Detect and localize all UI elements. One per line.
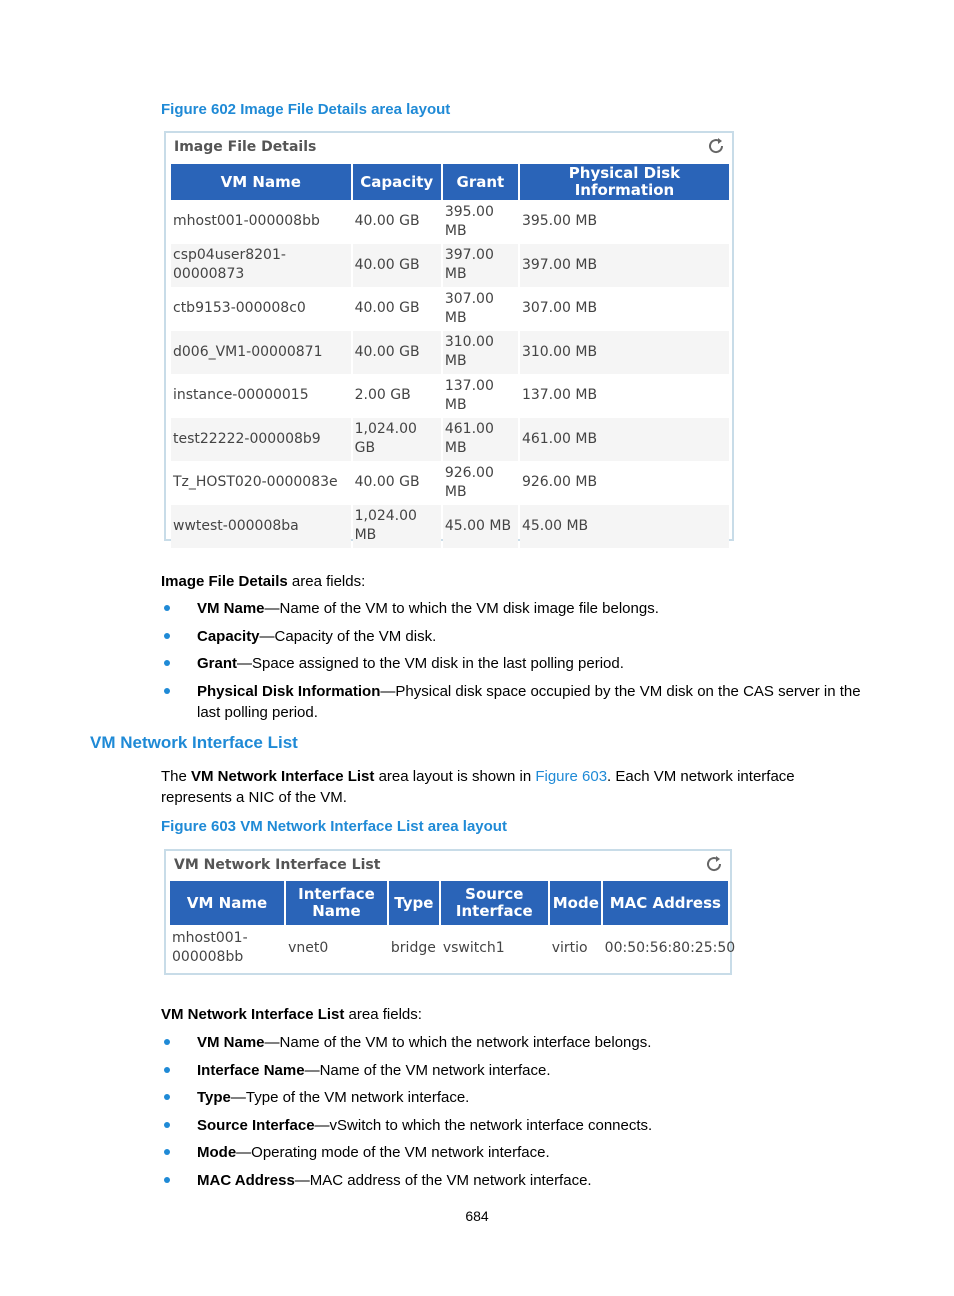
- field-term: Source Interface: [197, 1116, 315, 1134]
- list-item: [161, 626, 866, 647]
- table-cell: d006_VM1-00000871: [171, 331, 351, 375]
- field-description: —Space assigned to the VM disk in the last polling period.: [237, 655, 624, 672]
- list-item: [161, 653, 866, 674]
- table-row[interactable]: [171, 200, 729, 244]
- column-header[interactable]: Capacity: [353, 164, 441, 200]
- table-cell: 137.00 MB: [520, 374, 729, 418]
- bullet-icon: [164, 660, 170, 666]
- bullet-icon: [164, 1122, 170, 1128]
- table-cell: csp04user8201-00000873: [171, 244, 351, 288]
- table-cell: 40.00 GB: [353, 331, 441, 375]
- table-cell: 397.00 MB: [520, 244, 729, 288]
- table-cell: vswitch1: [441, 925, 548, 971]
- column-header[interactable]: Type: [389, 881, 439, 925]
- bullet-icon: [164, 633, 170, 639]
- list-item: [161, 1087, 866, 1108]
- table-cell: 461.00 MB: [443, 418, 518, 462]
- field-term: Type: [197, 1089, 231, 1106]
- table-cell: 310.00 MB: [520, 331, 729, 375]
- table-row[interactable]: [171, 374, 729, 418]
- bullet-icon: [164, 688, 170, 694]
- column-header[interactable]: MAC Address: [603, 881, 728, 925]
- table-cell: 395.00 MB: [520, 200, 729, 244]
- table-row[interactable]: [170, 925, 728, 971]
- table-row[interactable]: [171, 418, 729, 462]
- table-cell: mhost001-000008bb: [170, 925, 284, 971]
- bullet-icon: [164, 605, 170, 611]
- figure-602-caption: Figure 602 Image File Details area layout: [161, 101, 451, 118]
- table-row[interactable]: [171, 461, 729, 505]
- section-heading: VM Network Interface List: [90, 733, 298, 752]
- bullet-icon: [164, 1094, 170, 1100]
- column-header[interactable]: Interface Name: [286, 881, 387, 925]
- table-cell: 45.00 MB: [520, 505, 729, 549]
- field-term: VM Name: [197, 1034, 265, 1051]
- column-header[interactable]: Source Interface: [441, 881, 548, 925]
- table-cell: 1,024.00 GB: [353, 418, 441, 462]
- table-row[interactable]: [171, 331, 729, 375]
- image-file-details-table: [169, 164, 731, 548]
- page-number: 684: [465, 1208, 489, 1224]
- column-header[interactable]: Physical Disk Information: [520, 164, 729, 200]
- bullet-icon: [164, 1149, 170, 1155]
- field-description: —Name of the VM network interface.: [304, 1061, 551, 1079]
- table-cell: 2.00 GB: [353, 374, 441, 418]
- field-term: VM Name: [197, 600, 265, 617]
- table-cell: mhost001-000008bb: [171, 200, 351, 244]
- list-item: [161, 1032, 866, 1053]
- panel-title: Image File Details: [174, 139, 317, 155]
- list-item: [161, 598, 866, 619]
- table-cell: 137.00 MB: [443, 374, 518, 418]
- field-description: —MAC address of the VM network interface.: [294, 1171, 592, 1189]
- table-cell: 40.00 GB: [353, 461, 441, 505]
- bullet-icon: [164, 1177, 170, 1183]
- table-cell: ctb9153-000008c0: [171, 287, 351, 331]
- column-header[interactable]: Mode: [550, 881, 601, 925]
- field-term: Physical Disk Information: [197, 682, 381, 700]
- field-description: —Name of the VM to which the network interface belongs.: [264, 1034, 652, 1051]
- list-item: [161, 1170, 866, 1191]
- table-cell: 307.00 MB: [443, 287, 518, 331]
- section-paragraph: The VM Network Interface List area layout is shown in Figure 603. Each VM network interface represents a NIC of the VM.: [161, 768, 795, 806]
- image-fields-intro: Image File Details area fields:: [161, 573, 366, 590]
- figure-603-link[interactable]: Figure 603: [535, 768, 608, 785]
- table-row[interactable]: [171, 505, 729, 549]
- table-cell: bridge: [389, 925, 439, 971]
- net-fields-list: [161, 1032, 866, 1197]
- table-cell: 45.00 MB: [443, 505, 518, 549]
- table-row[interactable]: [171, 287, 729, 331]
- bullet-icon: [164, 1039, 170, 1045]
- image-file-details-panel: [164, 131, 734, 544]
- list-item: [161, 1060, 866, 1081]
- table-cell: 40.00 GB: [353, 244, 441, 288]
- table-cell: 461.00 MB: [520, 418, 729, 462]
- table-cell: vnet0: [286, 925, 387, 971]
- bullet-icon: [164, 1067, 170, 1073]
- table-cell: 40.00 GB: [353, 200, 441, 244]
- field-term: Grant: [197, 655, 238, 672]
- table-cell: 00:50:56:80:25:50: [603, 925, 728, 971]
- list-item: [161, 1115, 866, 1136]
- net-fields-intro: VM Network Interface List area fields:: [161, 1006, 422, 1023]
- refresh-icon[interactable]: [706, 136, 726, 156]
- column-header[interactable]: VM Name: [171, 164, 351, 200]
- table-cell: 307.00 MB: [520, 287, 729, 331]
- table-cell: 395.00 MB: [443, 200, 518, 244]
- table-cell: test22222-000008b9: [171, 418, 351, 462]
- column-header[interactable]: Grant: [443, 164, 518, 200]
- field-description: —vSwitch to which the network interface connects.: [314, 1116, 653, 1134]
- field-description: —Operating mode of the VM network interface.: [236, 1144, 550, 1161]
- table-cell: 1,024.00 MB: [353, 505, 441, 549]
- table-cell: 926.00 MB: [520, 461, 729, 505]
- vm-network-interface-table: [168, 881, 736, 971]
- field-description: —Physical disk space occupied by the VM disk on the CAS server in the last polling period.: [197, 682, 861, 721]
- field-term: Interface Name: [197, 1061, 305, 1079]
- field-description: —Capacity of the VM disk.: [259, 627, 437, 645]
- table-cell: Tz_HOST020-0000083e: [171, 461, 351, 505]
- table-cell: virtio: [550, 925, 601, 971]
- panel-title: VM Network Interface List: [174, 857, 381, 873]
- column-header[interactable]: VM Name: [170, 881, 284, 925]
- table-cell: instance-00000015: [171, 374, 351, 418]
- table-row[interactable]: [171, 244, 729, 288]
- figure-603-caption: Figure 603 VM Network Interface List area layout: [161, 818, 507, 835]
- image-fields-list: [161, 598, 866, 729]
- table-cell: 926.00 MB: [443, 461, 518, 505]
- table-cell: 40.00 GB: [353, 287, 441, 331]
- field-term: Mode: [197, 1144, 237, 1161]
- field-term: MAC Address: [197, 1171, 295, 1189]
- field-description: —Name of the VM to which the VM disk image file belongs.: [264, 600, 659, 617]
- field-description: —Type of the VM network interface.: [230, 1089, 470, 1106]
- vm-network-interface-panel: [164, 849, 736, 975]
- table-cell: 397.00 MB: [443, 244, 518, 288]
- list-item: [161, 681, 866, 723]
- field-term: Capacity: [197, 627, 260, 645]
- list-item: [161, 1142, 866, 1163]
- refresh-icon[interactable]: [704, 854, 724, 874]
- table-cell: wwtest-000008ba: [171, 505, 351, 549]
- table-cell: 310.00 MB: [443, 331, 518, 375]
